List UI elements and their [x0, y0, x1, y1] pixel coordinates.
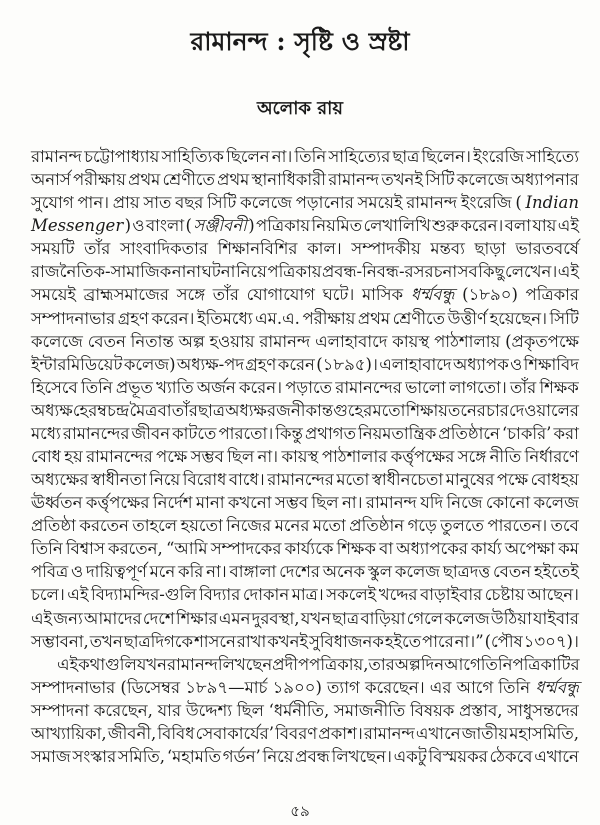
- text-line: এই কথাগুলি যখন রামানন্দ লিখছেন প্রদীপ পত্রিকায়, তার অল্পদিন আগে তিনি পত্রিকাটির: [57, 654, 580, 674]
- page-number: ৫৯: [290, 802, 310, 820]
- text-line: চলে। এই বিদ্যামন্দির-গুলি বিদ্যার দোকান মাত্র। সকলেই খদ্দের বাড়াইবার চেষ্টায় আছেন।: [31, 585, 579, 605]
- text-line: কলেজে বেতন নিতান্ত অল্প হওয়ায় রামানন্দ এলাহাবাদে কায়স্থ পাঠশালায় (প্রকৃতপক্ষে: [31, 331, 579, 351]
- text-line: প্রতিষ্ঠা করতেন তাহলে হয়তো নিজের মনের মতো প্রতিষ্ঠান গড়ে তুলতে পারতেন। তবে: [31, 516, 579, 536]
- page-title: রামানন্দ : সৃষ্টি ও স্রষ্টা: [190, 27, 410, 56]
- author-name: অলোক রায়: [256, 98, 344, 119]
- text-line: পবিত্র ও দায়িত্বপূর্ণ মনে করি না। বাঙ্গালা দেশের অনেক স্কুল কলেজ ছাত্রদত্ত বেতন হইতেই: [31, 562, 579, 582]
- text-line: Messenger ) ও বাংলা ( সঞ্জীবনী ) পত্রিকায় নিয়মিত লেখালিখি শুরু করেন। বলা যায় এই: [31, 216, 579, 236]
- text-line: সম্পাদনাভার গ্রহণ করেন। ইতিমধ্যে এম.এ. পরীক্ষায় প্রথম শ্রেণীতে উত্তীর্ণ হয়েছেন। সিটি: [31, 308, 579, 328]
- text-line: সম্পাদনাভার (ডিসেম্বর ১৮৯৭—মার্চ ১৯০০) ত্যাগ করেছেন। এর আগে তিনি ধর্ম্মবন্ধু: [31, 677, 579, 697]
- text-line: সমাজ সংস্কার সমিতি, ‘মহামতি গর্ডন’ নিয়ে প্রবন্ধ লিখছেন। একটু বিস্ময়কর ঠেকবে এখানে: [31, 747, 579, 767]
- text-line: সময়টি তাঁর সাংবাদিকতার শিক্ষানবিশির কাল। সম্পাদকীয় মন্তব্য ছাড়া ভারতবর্ষে: [31, 239, 579, 259]
- text-line: মধ্যে রামানন্দের জীবন কাটতে পারতো। কিন্তু প্রথাগত নিয়মতান্ত্রিক প্রতিষ্ঠানে ‘চাকরি’ করা: [31, 423, 579, 443]
- text-line: অধ্যক্ষ হেরম্বচন্দ্র মৈত্র বা তাঁর ছাত্র অধ্যক্ষ রজনীকান্ত গুহের মতো শিক্ষায়তনের চার দেওয়ালের: [31, 400, 579, 420]
- body-text: [31, 145, 579, 768]
- text-line: বোধ হয় রামানন্দের পক্ষে সম্ভব ছিল না। কায়স্থ পাঠশালার কর্ত্তৃপক্ষের সঙ্গে নীতি নির্ধারণে: [31, 447, 579, 467]
- text-line: অনার্স পরীক্ষায় প্রথম শ্রেণীতে প্রথম স্থানাধিকারী রামানন্দ তখনই সিটি কলেজে অধ্যাপনার: [31, 170, 579, 190]
- text-line: সম্ভাবনা, তখন ছাত্রদিগকে শাসনে রাখা কখনই সুবিধাজনক হইতে পারে না।” (পৌষ ১৩০৭)।: [31, 631, 579, 651]
- text-line: রামানন্দ চট্টোপাধ্যায় সাহিত্যিক ছিলেন না। তিনি সাহিত্যের ছাত্র ছিলেন। ইংরেজি সাহিত্যে: [31, 147, 579, 166]
- text-line: তিনি বিশ্বাস করতেন, “আমি সম্পাদকের কার্য্যকে শিক্ষক বা অধ্যাপকের কার্য্য অপেক্ষা কম: [31, 539, 579, 559]
- text-line: রাজনৈতিক-সামাজিক নানা ঘটনা নিয়ে পত্রিকায় প্রবন্ধ-নিবন্ধ-রসরচনা সব কিছু লেখেন। এই: [31, 262, 579, 282]
- text-line: ইন্টারমিডিয়েট কলেজ) অধ্যক্ষ-পদ গ্রহণ করেন (১৮৯৫)। এলাহাবাদে অধ্যাপক ও শিক্ষাবিদ: [31, 354, 579, 374]
- text-line: সুযোগ পান। প্রায় সাত বছর সিটি কলেজে পড়ানোর সময়েই রামানন্দ ইংরেজি ( Indian: [31, 193, 579, 213]
- text-line: আখ্যায়িকা, জীবনী, বিবিধ সেবাকার্যের’ বিবরণ প্রকাশ। রামানন্দ এখানে জাতীয় মহাসমিতি,: [31, 723, 579, 743]
- text-line: হিসেবে তিনি প্রভূত খ্যাতি অর্জন করেন। পড়াতে রামানন্দের ভালো লাগতো। তাঁর শিক্ষক: [31, 377, 579, 397]
- text-line: সম্পাদনা করেছেন, যার উদ্দেশ্য ছিল ‘ধর্মনীতি, সমাজনীতি বিষয়ক প্রস্তাব, সাধুসন্তদের: [31, 700, 579, 720]
- text-line: ঊর্ধ্বতন কর্ত্তৃপক্ষের নির্দেশ মানা কখনো সম্ভব ছিল না। রামানন্দ যদি নিজে কোনো কলেজ: [31, 493, 579, 513]
- text-line: অধ্যক্ষের স্বাধীনতা নিয়ে বিরোধ বাধে। রামানন্দের মতো স্বাধীনচেতা মানুষের পক্ষে বোধহয়: [31, 470, 579, 490]
- text-line: সময়েই ব্রাহ্মসমাজের সঙ্গে তাঁর যোগাযোগ ঘটে। মাসিক ধর্ম্মবন্ধু (১৮৯০) পত্রিকার: [31, 285, 579, 305]
- text-line: এই জন্য আমাদের দেশে শিক্ষার এমন দুরবস্থা, যখন ছাত্র বাড়িয়া গেলে কলেজ উঠিয়া যাইবার: [31, 608, 579, 628]
